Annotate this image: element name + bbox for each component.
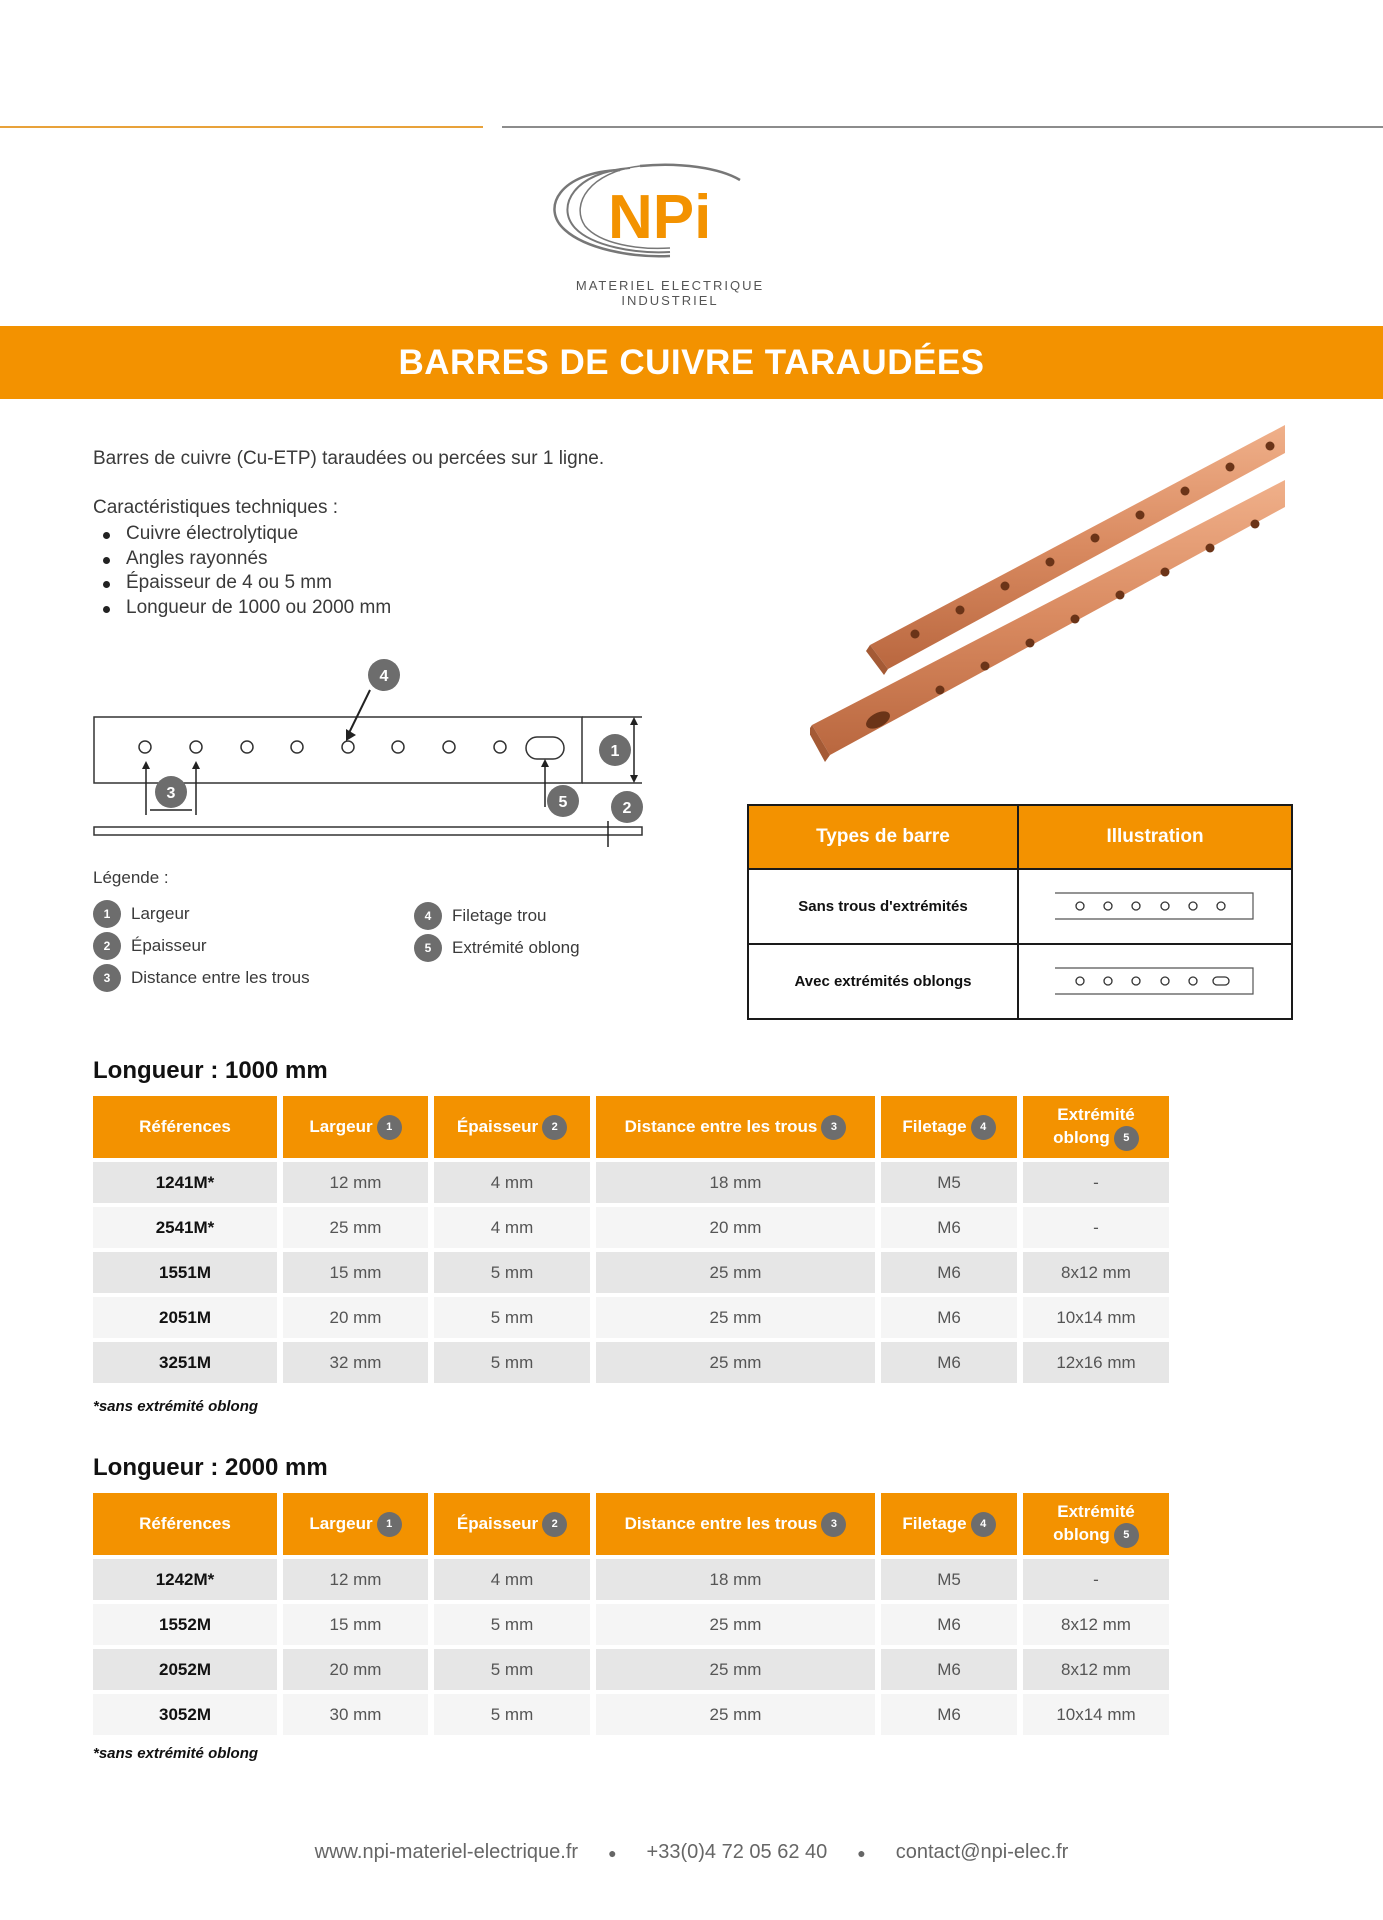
cell-filetage: M6 xyxy=(881,1604,1017,1645)
cell-distance: 18 mm xyxy=(596,1559,875,1600)
cell-ref: 1552M xyxy=(93,1604,277,1645)
table-row xyxy=(93,1559,1169,1600)
cell-ref: 1241M* xyxy=(93,1162,277,1203)
cell-distance: 18 mm xyxy=(596,1162,875,1203)
cell-largeur: 30 mm xyxy=(283,1694,428,1735)
cell-distance: 20 mm xyxy=(596,1207,875,1248)
footer-website-link[interactable]: www.npi-materiel-electrique.fr xyxy=(314,1841,579,1863)
type-name: Avec extrémités oblongs xyxy=(748,944,1018,1019)
col-header-largeur: Largeur 1 xyxy=(283,1493,428,1555)
cell-distance: 25 mm xyxy=(596,1694,875,1735)
cell-extremite: 8x12 mm xyxy=(1023,1649,1169,1690)
cell-epaisseur: 5 mm xyxy=(434,1297,590,1338)
col-header-epaisseur: Épaisseur 2 xyxy=(434,1096,590,1158)
cell-distance: 25 mm xyxy=(596,1649,875,1690)
bar-plain-illustration xyxy=(1055,889,1255,921)
bar-side-outline xyxy=(94,827,642,835)
cell-distance: 25 mm xyxy=(596,1297,875,1338)
busbar-diagram xyxy=(90,655,650,855)
spec-table-1000 xyxy=(87,1092,1175,1387)
svg-text:2: 2 xyxy=(622,800,632,817)
specs-title: Caractéristiques techniques : xyxy=(93,497,339,518)
cell-extremite: 12x16 mm xyxy=(1023,1342,1169,1383)
footer-email-link[interactable]: contact@npi-elec.fr xyxy=(895,1841,1069,1863)
col-header-filetage: Filetage 4 xyxy=(881,1493,1017,1555)
cell-epaisseur: 4 mm xyxy=(434,1207,590,1248)
cell-extremite: 10x14 mm xyxy=(1023,1694,1169,1735)
header-rule-right xyxy=(502,126,1383,128)
logo-tagline: MATERIEL ELECTRIQUE INDUSTRIEL xyxy=(575,278,765,308)
footer-phone[interactable]: +33(0)4 72 05 62 40 xyxy=(646,1841,828,1863)
table-row xyxy=(93,1162,1169,1203)
cell-epaisseur: 5 mm xyxy=(434,1252,590,1293)
cell-largeur: 15 mm xyxy=(283,1604,428,1645)
col-header-extremite: Extrémité oblong 5 xyxy=(1023,1096,1169,1158)
spec-item: Cuivre électrolytique xyxy=(93,522,391,547)
cell-filetage: M5 xyxy=(881,1559,1017,1600)
table-header-row xyxy=(93,1096,1169,1158)
marker-5 xyxy=(547,785,579,817)
col-header-distance: Distance entre les trous 3 xyxy=(596,1493,875,1555)
cell-ref: 3052M xyxy=(93,1694,277,1735)
cell-distance: 25 mm xyxy=(596,1604,875,1645)
cell-largeur: 15 mm xyxy=(283,1252,428,1293)
cell-epaisseur: 5 mm xyxy=(434,1694,590,1735)
svg-text:1: 1 xyxy=(610,743,620,760)
copper-bars-photo xyxy=(810,425,1285,770)
col-header-extremite: Extrémité oblong 5 xyxy=(1023,1493,1169,1555)
footer-separator: ● xyxy=(608,1844,617,1861)
marker-3 xyxy=(155,776,187,808)
cell-ref: 2052M xyxy=(93,1649,277,1690)
logo-text: NPi xyxy=(608,183,712,252)
table-row xyxy=(93,1297,1169,1338)
bar-types-table xyxy=(747,804,1293,1020)
npi-logo xyxy=(530,158,810,308)
cell-filetage: M6 xyxy=(881,1207,1017,1248)
cell-distance: 25 mm xyxy=(596,1252,875,1293)
bar-outline xyxy=(94,717,582,783)
footnote-1000: *sans extrémité oblong xyxy=(93,1398,259,1415)
legend-item xyxy=(93,900,190,928)
col-header-epaisseur: Épaisseur 2 xyxy=(434,1493,590,1555)
spec-item: Longueur de 1000 ou 2000 mm xyxy=(93,596,391,621)
types-header-type: Types de barre xyxy=(748,805,1018,869)
bar-holes xyxy=(139,737,564,759)
intro-text: Barres de cuivre (Cu-ETP) taraudées ou percées sur 1 ligne. xyxy=(93,448,605,469)
svg-text:4: 4 xyxy=(379,668,389,685)
cell-epaisseur: 5 mm xyxy=(434,1649,590,1690)
specs-list xyxy=(93,522,391,620)
cell-extremite: - xyxy=(1023,1162,1169,1203)
legend-badge: 4 xyxy=(414,902,442,930)
col-header-distance: Distance entre les trous 3 xyxy=(596,1096,875,1158)
spec-item: Épaisseur de 4 ou 5 mm xyxy=(93,571,391,596)
cell-distance: 25 mm xyxy=(596,1342,875,1383)
types-header-illustration: Illustration xyxy=(1018,805,1292,869)
cell-filetage: M5 xyxy=(881,1162,1017,1203)
cell-extremite: 10x14 mm xyxy=(1023,1297,1169,1338)
spec-item: Angles rayonnés xyxy=(93,547,391,572)
cell-extremite: - xyxy=(1023,1559,1169,1600)
npi-logo-mark xyxy=(530,158,810,278)
marker-4 xyxy=(368,659,400,691)
cell-filetage: M6 xyxy=(881,1694,1017,1735)
table-row xyxy=(93,1342,1169,1383)
cell-filetage: M6 xyxy=(881,1342,1017,1383)
table-row xyxy=(93,1604,1169,1645)
col-header-filetage: Filetage 4 xyxy=(881,1096,1017,1158)
bar-oblong-illustration xyxy=(1055,964,1255,996)
cell-ref: 2051M xyxy=(93,1297,277,1338)
cell-largeur: 20 mm xyxy=(283,1297,428,1338)
svg-text:3: 3 xyxy=(166,785,176,802)
section-title-2000: Longueur : 2000 mm xyxy=(93,1454,328,1481)
legend-label: Épaisseur xyxy=(131,936,207,955)
legend-badge: 1 xyxy=(93,900,121,928)
cell-extremite: 8x12 mm xyxy=(1023,1252,1169,1293)
marker-2 xyxy=(611,791,643,823)
legend-label: Largeur xyxy=(131,904,190,923)
cell-largeur: 12 mm xyxy=(283,1559,428,1600)
footer xyxy=(0,1841,1383,1864)
cell-ref: 2541M* xyxy=(93,1207,277,1248)
legend-label: Filetage trou xyxy=(452,906,547,925)
cell-largeur: 32 mm xyxy=(283,1342,428,1383)
type-illustration xyxy=(1018,944,1292,1019)
svg-text:5: 5 xyxy=(558,794,568,811)
legend-label: Distance entre les trous xyxy=(131,968,310,987)
cell-epaisseur: 5 mm xyxy=(434,1604,590,1645)
legend-item xyxy=(414,902,547,930)
section-title-1000: Longueur : 1000 mm xyxy=(93,1057,328,1084)
cell-filetage: M6 xyxy=(881,1297,1017,1338)
cell-largeur: 12 mm xyxy=(283,1162,428,1203)
footnote-2000: *sans extrémité oblong xyxy=(93,1745,259,1762)
title-banner xyxy=(0,326,1383,399)
table-row xyxy=(93,1252,1169,1293)
cell-extremite: 8x12 mm xyxy=(1023,1604,1169,1645)
cell-epaisseur: 4 mm xyxy=(434,1559,590,1600)
legend-item xyxy=(414,934,580,962)
type-name: Sans trous d'extrémités xyxy=(748,869,1018,944)
table-row xyxy=(93,1207,1169,1248)
footer-separator: ● xyxy=(857,1844,866,1861)
cell-filetage: M6 xyxy=(881,1252,1017,1293)
marker-1 xyxy=(599,734,631,766)
header-rule-left xyxy=(0,126,483,128)
cell-ref: 3251M xyxy=(93,1342,277,1383)
legend-item xyxy=(93,964,310,992)
table-row xyxy=(93,1649,1169,1690)
table-header-row xyxy=(93,1493,1169,1555)
page-title: BARRES DE CUIVRE TARAUDÉES xyxy=(398,342,985,382)
cell-epaisseur: 4 mm xyxy=(434,1162,590,1203)
legend-badge: 3 xyxy=(93,964,121,992)
cell-ref: 1242M* xyxy=(93,1559,277,1600)
cell-largeur: 20 mm xyxy=(283,1649,428,1690)
col-header-ref: Références xyxy=(93,1493,277,1555)
col-header-ref: Références xyxy=(93,1096,277,1158)
type-illustration xyxy=(1018,869,1292,944)
legend-badge: 5 xyxy=(414,934,442,962)
legend-title: Légende : xyxy=(93,868,169,887)
cell-ref: 1551M xyxy=(93,1252,277,1293)
cell-extremite: - xyxy=(1023,1207,1169,1248)
cell-epaisseur: 5 mm xyxy=(434,1342,590,1383)
spec-table-2000 xyxy=(87,1489,1175,1739)
cell-filetage: M6 xyxy=(881,1649,1017,1690)
legend-badge: 2 xyxy=(93,932,121,960)
legend-item xyxy=(93,932,207,960)
col-header-largeur: Largeur 1 xyxy=(283,1096,428,1158)
legend-label: Extrémité oblong xyxy=(452,938,580,957)
table-row xyxy=(93,1694,1169,1735)
cell-largeur: 25 mm xyxy=(283,1207,428,1248)
